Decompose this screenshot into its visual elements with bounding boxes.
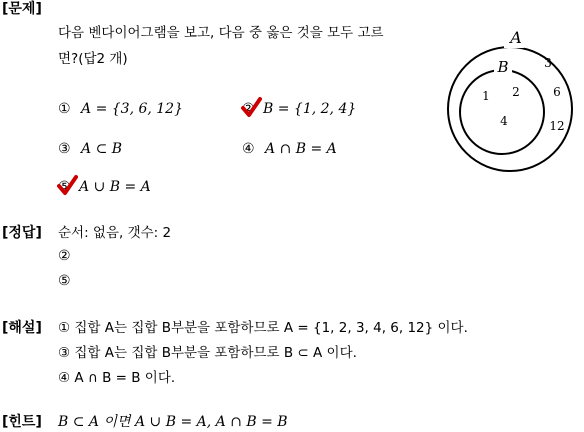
set-a-label: A [510,28,522,47]
hint-text: B ⊂ A 이면 A ∪ B = A, A ∩ B = B [58,414,288,430]
venn-element: 2 [512,85,520,99]
option-4 [242,140,337,158]
venn-element: 4 [500,114,508,128]
venn-element: 3 [544,56,552,70]
check-mark-icon [56,174,78,196]
explanation-line: ① 집합 A는 집합 B부분을 포함하므로 A = {1, 2, 3, 4, 6, 12} 이다. [58,320,468,336]
answer-tag: [정답] [2,225,42,241]
problem-line-2: 면?(답2 개) [58,51,128,67]
hint-tag: [힌트] [2,414,42,430]
venn-diagram [440,24,580,174]
explanation-tag: [해설] [2,320,42,336]
venn-element: 12 [549,119,565,133]
explanation-line: ③ 집합 A는 집합 B부분을 포함하므로 B ⊂ A 이다. [58,345,357,361]
option-number: ② [242,101,255,117]
answer-line: 순서: 없음, 갯수: 2 [58,225,172,241]
set-b-circle [460,70,544,154]
option-number: ④ [242,141,255,157]
explanation-line: ④ A ∩ B = B 이다. [58,370,176,386]
option-text: A ⊂ B [81,141,123,157]
problem-line-1: 다음 벤다이어그램을 보고, 다음 중 옳은 것을 모두 고르 [58,25,384,41]
option-number: ① [58,101,71,117]
venn-element: 6 [553,85,561,99]
set-b-label: B [497,58,509,76]
option-text: B = {1, 2, 4} [263,101,357,117]
option-text: A ∪ B = A [79,179,151,195]
option-3 [58,140,122,158]
option-1 [58,100,183,118]
option-text: A = {3, 6, 12} [81,101,184,117]
answer-item: ② [58,248,71,264]
check-mark-icon [240,96,262,118]
problem-tag: [문제] [2,1,42,17]
answer-item: ⑤ [58,273,71,289]
option-number: ⑤ [58,179,71,195]
option-number: ③ [58,141,71,157]
option-text: A ∩ B = A [265,141,337,157]
venn-element: 1 [482,89,490,103]
